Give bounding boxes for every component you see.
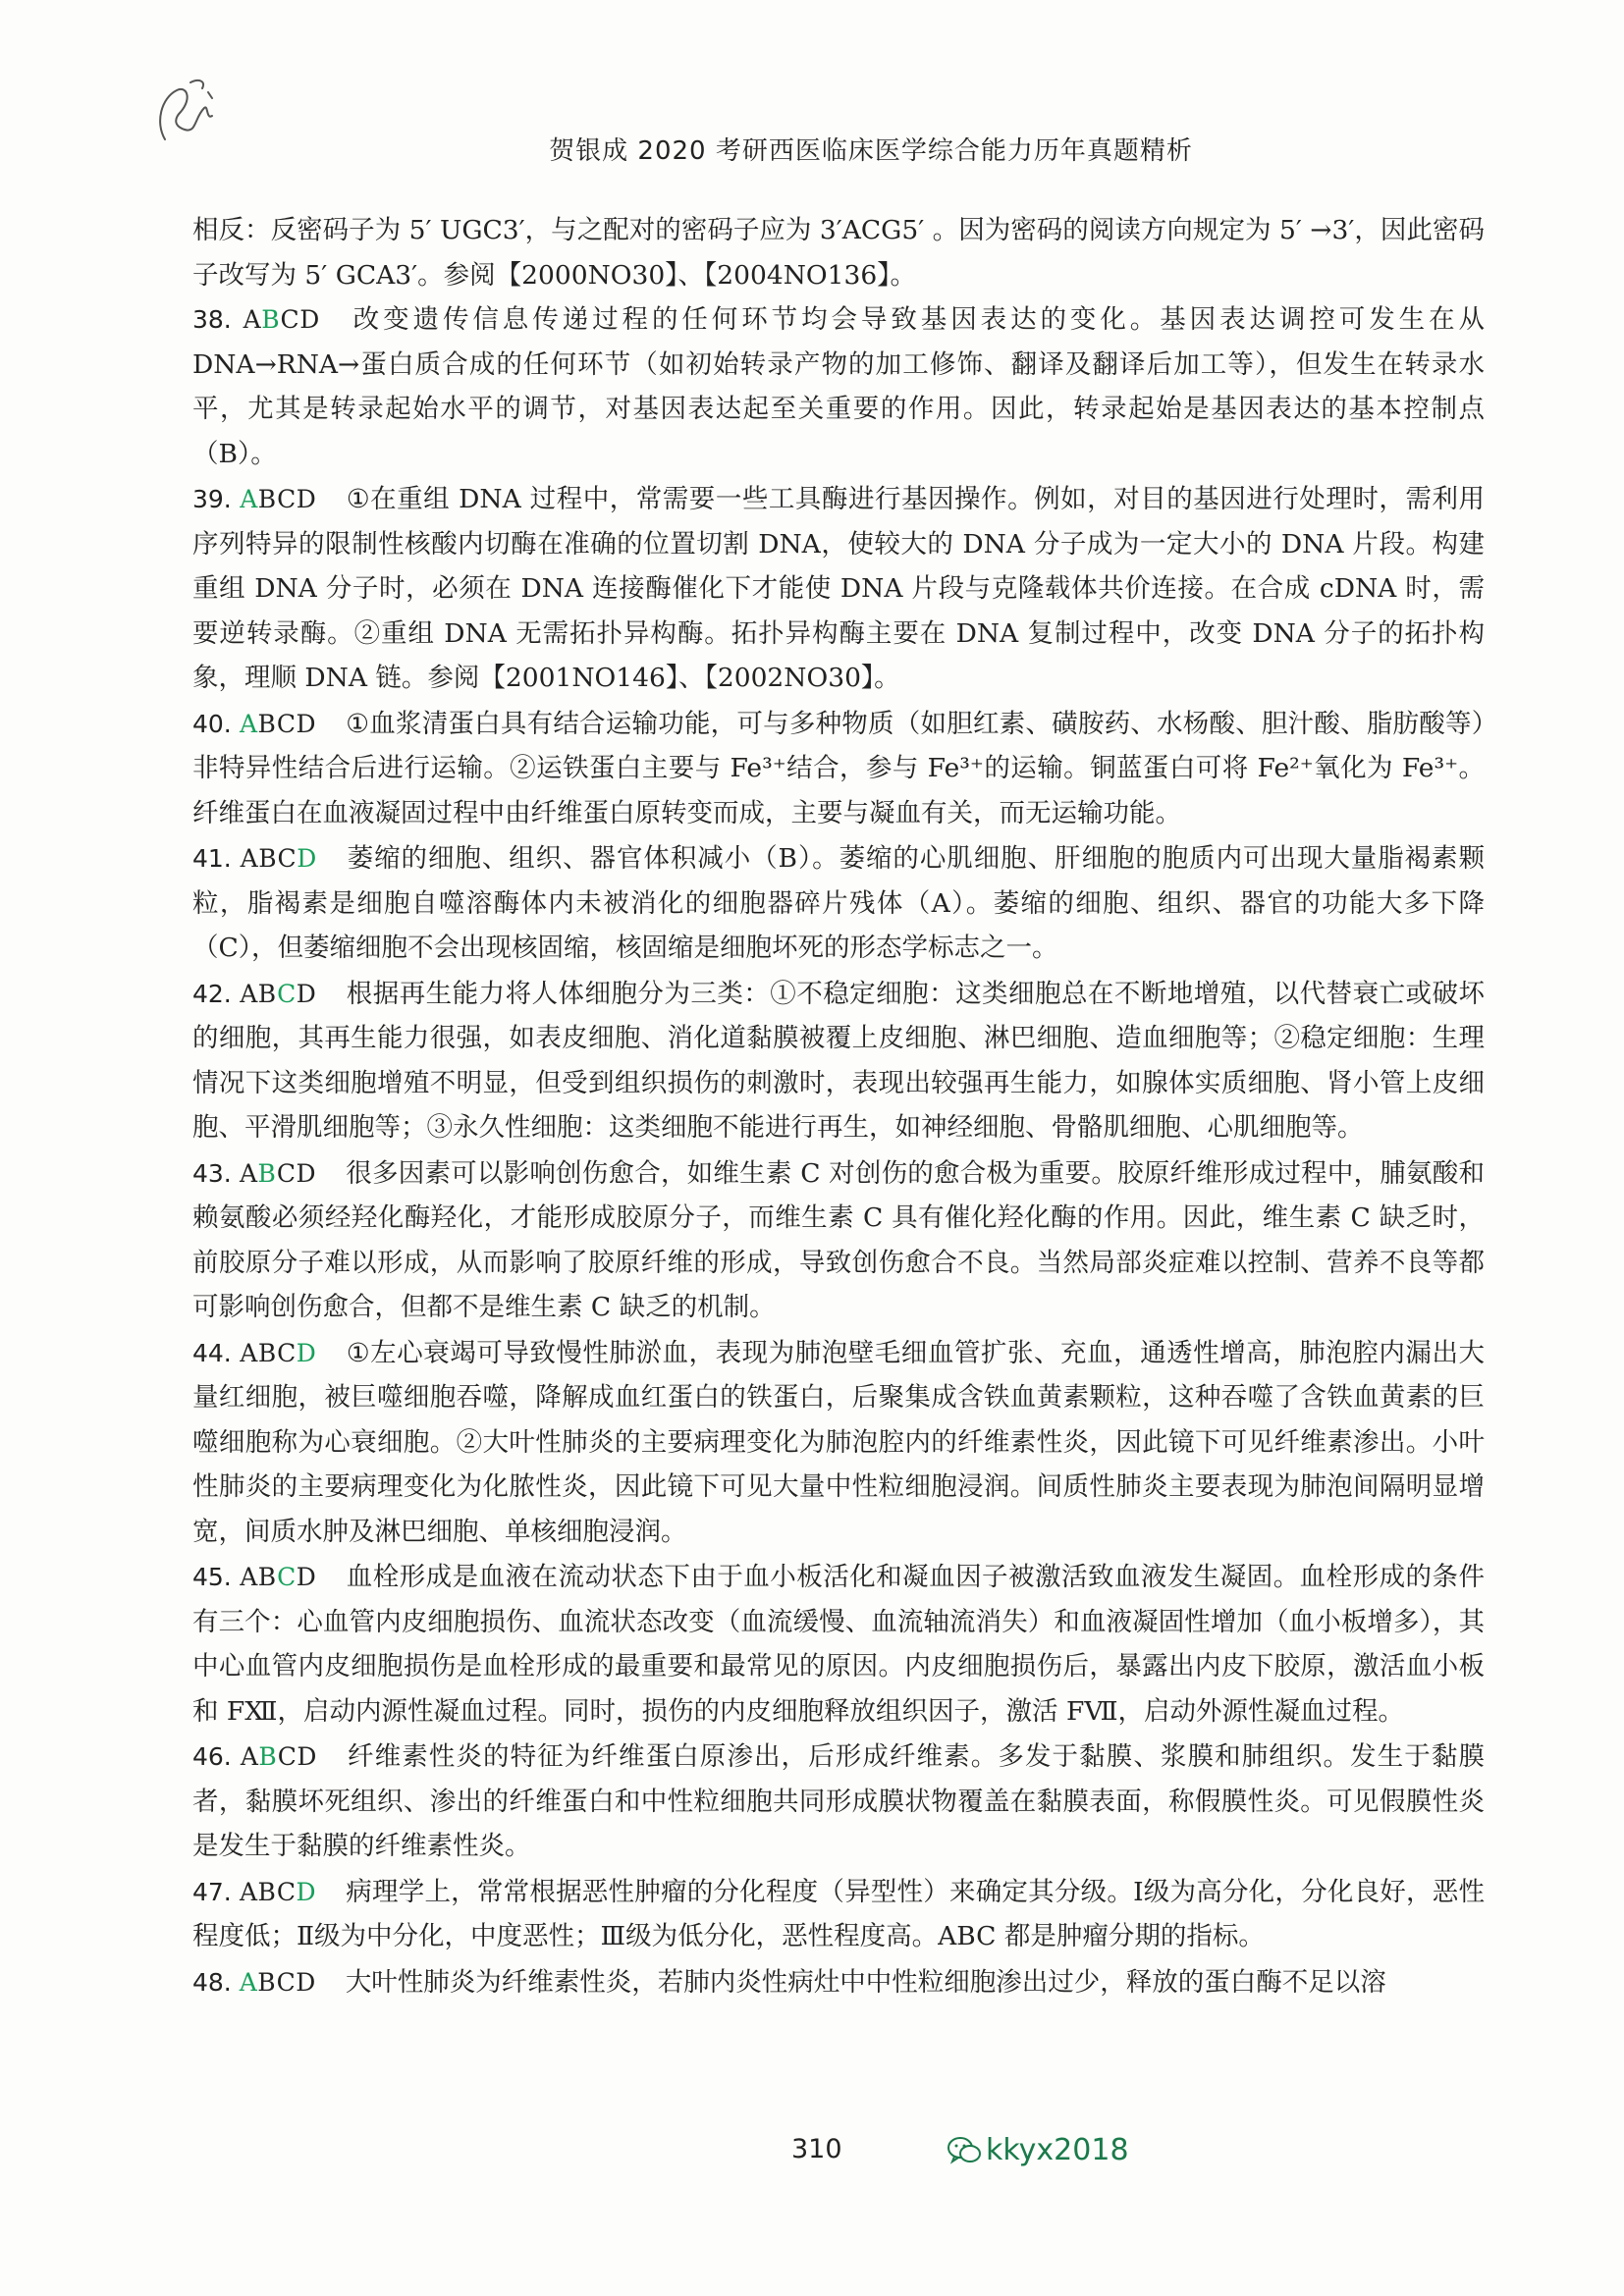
answer-entry	[192, 972, 1485, 1150]
watermark	[947, 2133, 1129, 2167]
option-letter: B	[257, 485, 278, 513]
answer-entry	[192, 477, 1485, 701]
question-number: 46.	[192, 1742, 241, 1771]
option-letter: A	[240, 1563, 258, 1591]
option-letter: C	[277, 485, 297, 513]
wechat-icon	[947, 2135, 982, 2166]
option-letter: C	[276, 1967, 297, 1997]
explanation-text: ①在重组 DNA 过程中，常需要一些工具酶进行基因操作。例如，对目的基因进行处理时，需利用序列特异的限制性核酸内切酶在准确的位置切割 DNA，使较大的 DNA 分子成为一定大小的 DNA 片段。构建重组 DNA 分子时，必须在 DNA 连接酶催化下才能使 DNA 片段与克隆载体共价连接。在合成 cDNA 时，需要逆转录酶。②重组 DNA 无需拓扑异构酶。拓扑异构酶主要在 DNA 复制过程中，改变 DNA 分子的拓扑构象，理顺 DNA 链。参阅【2001NO146】、【2002NO30】。	[192, 484, 1485, 693]
page-number: 310	[791, 2134, 842, 2164]
explanation-text: 病理学上，常常根据恶性肿瘤的分化程度（异型性）来确定其分级。Ⅰ级为高分化，分化良好，恶性程度低；Ⅱ级为中分化，中度恶性；Ⅲ级为低分化，恶性程度高。ABC 都是肿瘤分期的指标。	[192, 1876, 1485, 1951]
watermark-text: kkyx2018	[986, 2133, 1129, 2167]
question-number: 47.	[192, 1877, 240, 1906]
option-letter: B	[257, 1967, 277, 1997]
option-letter: D	[297, 1742, 317, 1771]
correct-option: C	[277, 979, 297, 1008]
correct-option: D	[296, 1338, 317, 1367]
answer-entry	[192, 836, 1485, 971]
explanation-text: 纤维素性炎的特征为纤维蛋白原渗出，后形成纤维素。多发于黏膜、浆膜和肺组织。发生于黏膜者，黏膜坏死组织、渗出的纤维蛋白和中性粒细胞共同形成膜状物覆盖在黏膜表面，称假膜性炎。可见假膜性炎是发生于黏膜的纤维素性炎。	[192, 1741, 1485, 1861]
answer-options	[241, 844, 317, 873]
option-letter: D	[296, 1158, 317, 1188]
answer-options	[240, 1878, 316, 1906]
answer-entry	[192, 297, 1485, 476]
correct-option: D	[296, 1877, 317, 1906]
explanation-text: 血栓形成是血液在流动状态下由于血小板活化和凝血因子被激活致血液发生凝固。血栓形成的条件有三个：心血管内皮细胞损伤、血流状态改变（血流缓慢、血流轴流消失）和血液凝固性增加（血小板增多），其中心血管内皮细胞损伤是血栓形成的最重要和最常见的原因。内皮细胞损伤后，暴露出内皮下胶原，激活血小板和 FⅫ，启动内源性凝血过程。同时，损伤的内皮细胞释放组织因子，激活 FⅦ，启动外源性凝血过程。	[192, 1562, 1485, 1727]
option-letter: A	[240, 979, 258, 1008]
answer-options	[241, 1742, 317, 1771]
entry-list	[192, 297, 1485, 2004]
question-number: 44.	[192, 1338, 241, 1367]
answer-entry	[192, 1870, 1485, 1959]
explanation-text: 大叶性肺炎为纤维素性炎，若肺内炎性病灶中中性粒细胞渗出过少，释放的蛋白酶不足以溶	[345, 1966, 1386, 1998]
answer-options	[240, 485, 316, 513]
question-number: 43.	[192, 1158, 240, 1188]
correct-option: B	[258, 1742, 278, 1771]
answer-entry	[192, 702, 1485, 836]
option-letter: C	[280, 305, 300, 334]
option-letter: D	[296, 1967, 316, 1997]
question-number: 45.	[192, 1563, 241, 1591]
option-letter: B	[257, 1877, 277, 1906]
question-number: 42.	[192, 979, 241, 1008]
option-letter: C	[277, 1338, 297, 1367]
question-number: 40.	[192, 709, 240, 738]
answer-options	[240, 1159, 316, 1188]
option-letter: D	[299, 305, 320, 334]
option-letter: B	[257, 709, 277, 738]
option-letter: D	[296, 1563, 317, 1591]
explanation-text: 很多因素可以影响创伤愈合，如维生素 C 对创伤的愈合极为重要。胶原纤维形成过程中，脯氨酸和赖氨酸必须经羟化酶羟化，才能形成胶原分子，而维生素 C 具有催化羟化酶的作用。因此，维生素 C 缺乏时，前胶原分子难以形成，从而影响了胶原纤维的形成，导致创伤愈合不良。当然局部炎症难以控制、营养不良等都可影响创伤愈合，但都不是维生素 C 缺乏的机制。	[192, 1157, 1485, 1322]
explanation-text: 萎缩的细胞、组织、器官体积减小（B）。萎缩的心肌细胞、肝细胞的胞质内可出现大量脂褐素颗粒，脂褐素是细胞自噬溶酶体内未被消化的细胞器碎片残体（A）。萎缩的细胞、组织、器官的功能大多下降（C），但萎缩细胞不会出现核固缩，核固缩是细胞坏死的形态学标志之一。	[192, 843, 1485, 963]
question-number: 38.	[192, 305, 244, 334]
answer-entry	[192, 1331, 1485, 1555]
option-letter: B	[257, 979, 278, 1008]
option-letter: A	[239, 1158, 258, 1188]
answer-entry	[192, 1735, 1485, 1869]
explanation-text: 根据再生能力将人体细胞分为三类：①不稳定细胞：这类细胞总在不断地增殖，以代替衰亡或破坏的细胞，其再生能力很强，如表皮细胞、消化道黏膜被覆上皮细胞、淋巴细胞、造血细胞等；②稳定细胞：生理情况下这类细胞增殖不明显，但受到组织损伤的刺激时，表现出较强再生能力，如腺体实质细胞、肾小管上皮细胞、平滑肌细胞等；③永久性细胞：这类细胞不能进行再生，如神经细胞、骨骼肌细胞、心肌细胞等。	[192, 978, 1485, 1143]
correct-option: B	[261, 305, 281, 334]
option-letter: C	[277, 844, 298, 873]
question-number: 41.	[192, 844, 241, 873]
correct-option: B	[257, 1158, 277, 1188]
explanation-text: ①左心衰竭可导致慢性肺淤血，表现为肺泡壁毛细血管扩张、充血，通透性增高，肺泡腔内漏出大量红细胞，被巨噬细胞吞噬，降解成血红蛋白的铁蛋白，后聚集成含铁血黄素颗粒，这种吞噬了含铁血黄素的巨噬细胞称为心衰细胞。②大叶性肺炎的主要病理变化为肺泡腔内的纤维素性炎，因此镜下可见纤维素渗出。小叶性肺炎的主要病理变化为化脓性炎，因此镜下可见大量中性粒细胞浸润。间质性肺炎主要表现为肺泡间隔明显增宽，间质水肿及淋巴细胞、单核细胞浸润。	[192, 1337, 1485, 1547]
answer-options	[240, 710, 316, 738]
explanation-text: ①血浆清蛋白具有结合运输功能，可与多种物质（如胆红素、磺胺药、水杨酸、胆汁酸、脂肪酸等）非特异性结合后进行运输。②运铁蛋白主要与 Fe³⁺结合，参与 Fe³⁺的运输。铜蓝蛋白可将 Fe²⁺氧化为 Fe³⁺。纤维蛋白在血液凝固过程中由纤维蛋白原转变而成，主要与凝血有关，而无运输功能。	[192, 708, 1485, 828]
option-letter: A	[240, 1338, 258, 1367]
question-number: 48.	[192, 1967, 240, 1997]
answer-options	[244, 305, 320, 334]
option-letter: D	[296, 709, 317, 738]
answer-explanations	[192, 208, 1485, 2005]
option-letter: B	[257, 1338, 278, 1367]
option-letter: A	[240, 844, 259, 873]
answer-options	[240, 980, 316, 1008]
option-letter: C	[276, 709, 297, 738]
option-letter: A	[239, 1877, 258, 1906]
option-letter: D	[296, 485, 317, 513]
correct-option: A	[240, 485, 258, 513]
running-title: 贺银成 2020 考研西医临床医学综合能力历年真题精析	[549, 136, 1193, 166]
answer-entry	[192, 1555, 1485, 1734]
correct-option: A	[239, 709, 258, 738]
answer-entry	[192, 1960, 1485, 2005]
option-letter: D	[296, 979, 317, 1008]
answer-options	[240, 1968, 316, 1997]
option-letter: C	[277, 1742, 298, 1771]
correct-option: C	[277, 1563, 297, 1591]
answer-options	[240, 1563, 316, 1591]
option-letter: B	[257, 1563, 278, 1591]
correct-option: A	[239, 1967, 258, 1997]
correct-option: D	[297, 844, 317, 873]
question-number: 39.	[192, 485, 241, 513]
option-letter: A	[240, 1742, 259, 1771]
option-letter: B	[258, 844, 278, 873]
explanation-text: 改变遗传信息传递过程的任何环节均会导致基因表达的变化。基因表达调控可发生在从 DNA→RNA→蛋白质合成的任何环节（如初始转录产物的加工修饰、翻译及翻译后加工等），但发生在转录水平，尤其是转录起始水平的调节，对基因表达起至关重要的作用。因此，转录起始是基因表达的基本控制点（B）。	[192, 304, 1485, 469]
answer-options	[240, 1339, 316, 1367]
option-letter: C	[276, 1877, 297, 1906]
option-letter: C	[276, 1158, 297, 1188]
option-letter: A	[243, 305, 262, 334]
continued-paragraph: 相反：反密码子为 5′ UGC3′，与之配对的密码子应为 3′ACG5′ 。因为密码的阅读方向规定为 5′ →3′，因此密码子改写为 5′ GCA3′。参阅【2000NO30】、【2004NO136】。	[192, 215, 1485, 291]
answer-entry	[192, 1151, 1485, 1330]
